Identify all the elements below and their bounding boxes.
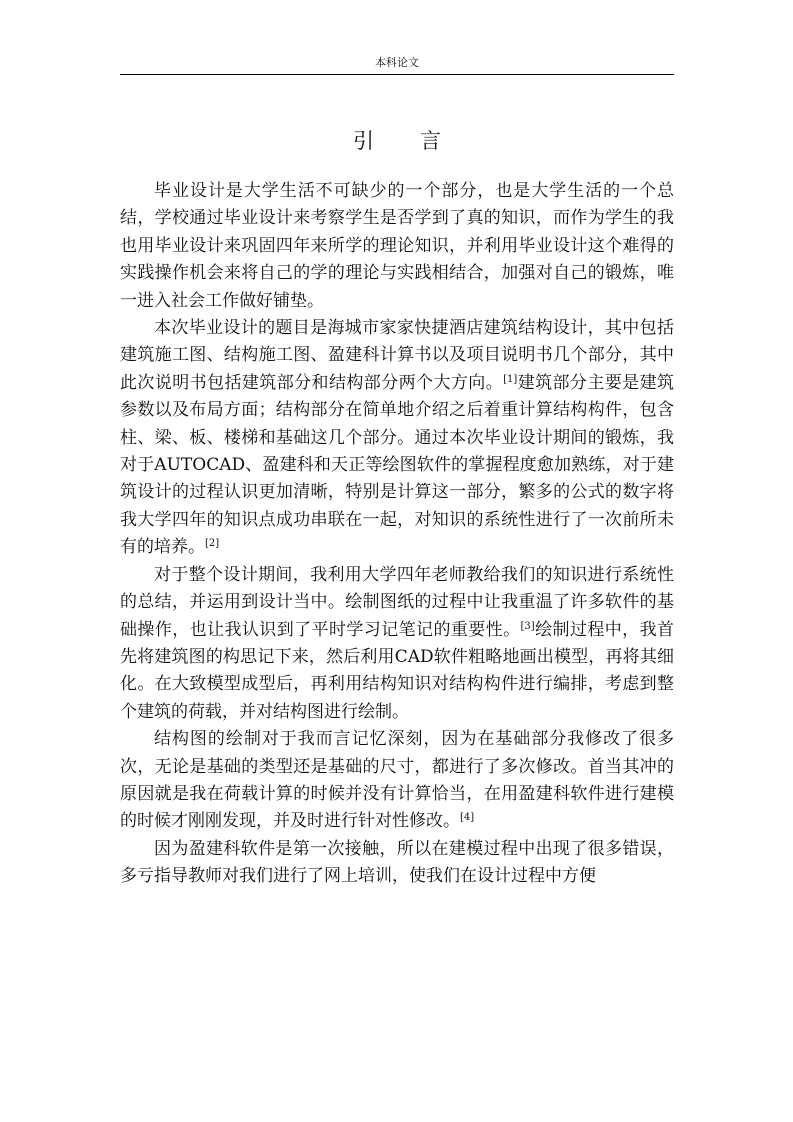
paragraph-text: 本次毕业设计的题目是海城市家家快捷酒店建筑结构设计，其中包括建筑施工图、结构施工图、盈建科计算书以及项目说明书几个部分，其中此次说明书包括建筑部分和结构部分两个大方向。 [120,318,674,393]
paragraph-5 [120,836,674,891]
body-text [120,178,674,891]
running-header [120,56,674,75]
citation-ref-3[interactable]: [3] [520,620,535,632]
paragraph-1 [120,178,674,315]
paragraph-3 [120,562,674,726]
paragraph-4 [120,726,674,836]
paragraph-text: 结构图的绘制对于我而言记忆深刻，因为在基础部分我修改了很多次，无论是基础的类型还是基础的尺寸，都进行了多次修改。首当其冲的原因就是我在荷载计算的时候并没有计算恰当，在用盈建科软件进行建模的时候才刚刚发现，并及时进行针对性修改。 [120,729,674,832]
paragraph-text: 建筑部分主要是建筑参数以及布局方面；结构部分在简单地介绍之后着重计算结构构件，包含柱、梁、板、楼梯和基础这几个部分。通过本次毕业设计期间的锻炼，我对于AUTOCAD、盈建科和天正等绘图软件的掌握程度愈加熟练，对于建筑设计的过程认识更加清晰，特别是计算这一部分，繁多的公式的数字将我大学四年的知识点成功串联在一起，对知识的系统性进行了一次前所未有的培养。 [120,372,675,558]
running-header-title: 本科论文 [375,56,419,69]
section-title: 引言 [353,129,487,153]
paragraph-text: 毕业设计是大学生活不可缺少的一个部分，也是大学生活的一个总结，学校通过毕业设计来考察学生是否学到了真的知识，而作为学生的我也用毕业设计来巩固四年来所学的理论知识，并利用毕业设计这个难得的实践操作机会来将自己的学的理论与实践相结合，加强对自己的锻炼，唯一进入社会工作做好铺垫。 [120,181,674,311]
citation-ref-4[interactable]: [4] [460,812,475,824]
citation-ref-2[interactable]: [2] [205,538,220,550]
paragraph-text: 因为盈建科软件是第一次接触，所以在建模过程中出现了很多错误，多亏指导教师对我们进行了网上培训，使我们在设计过程中方便 [120,838,674,887]
paragraph-text: 绘制过程中，我首先将建筑图的构思记下来，然后利用CAD软件粗略地画出模型，再将其细化。在大致模型成型后，再利用结构知识对结构构件进行编排，考虑到整个建筑的荷载，并对结构图进行绘制。 [120,619,675,722]
paragraph-text: 对于整个设计期间，我利用大学四年老师教给我们的知识进行系统性的总结，并运用到设计当中。绘制图纸的过程中让我重温了许多软件的基础操作，也让我认识到了平时学习记笔记的重要性。 [120,564,674,640]
citation-ref-1[interactable]: [1] [503,373,518,385]
paragraph-2 [120,315,674,562]
